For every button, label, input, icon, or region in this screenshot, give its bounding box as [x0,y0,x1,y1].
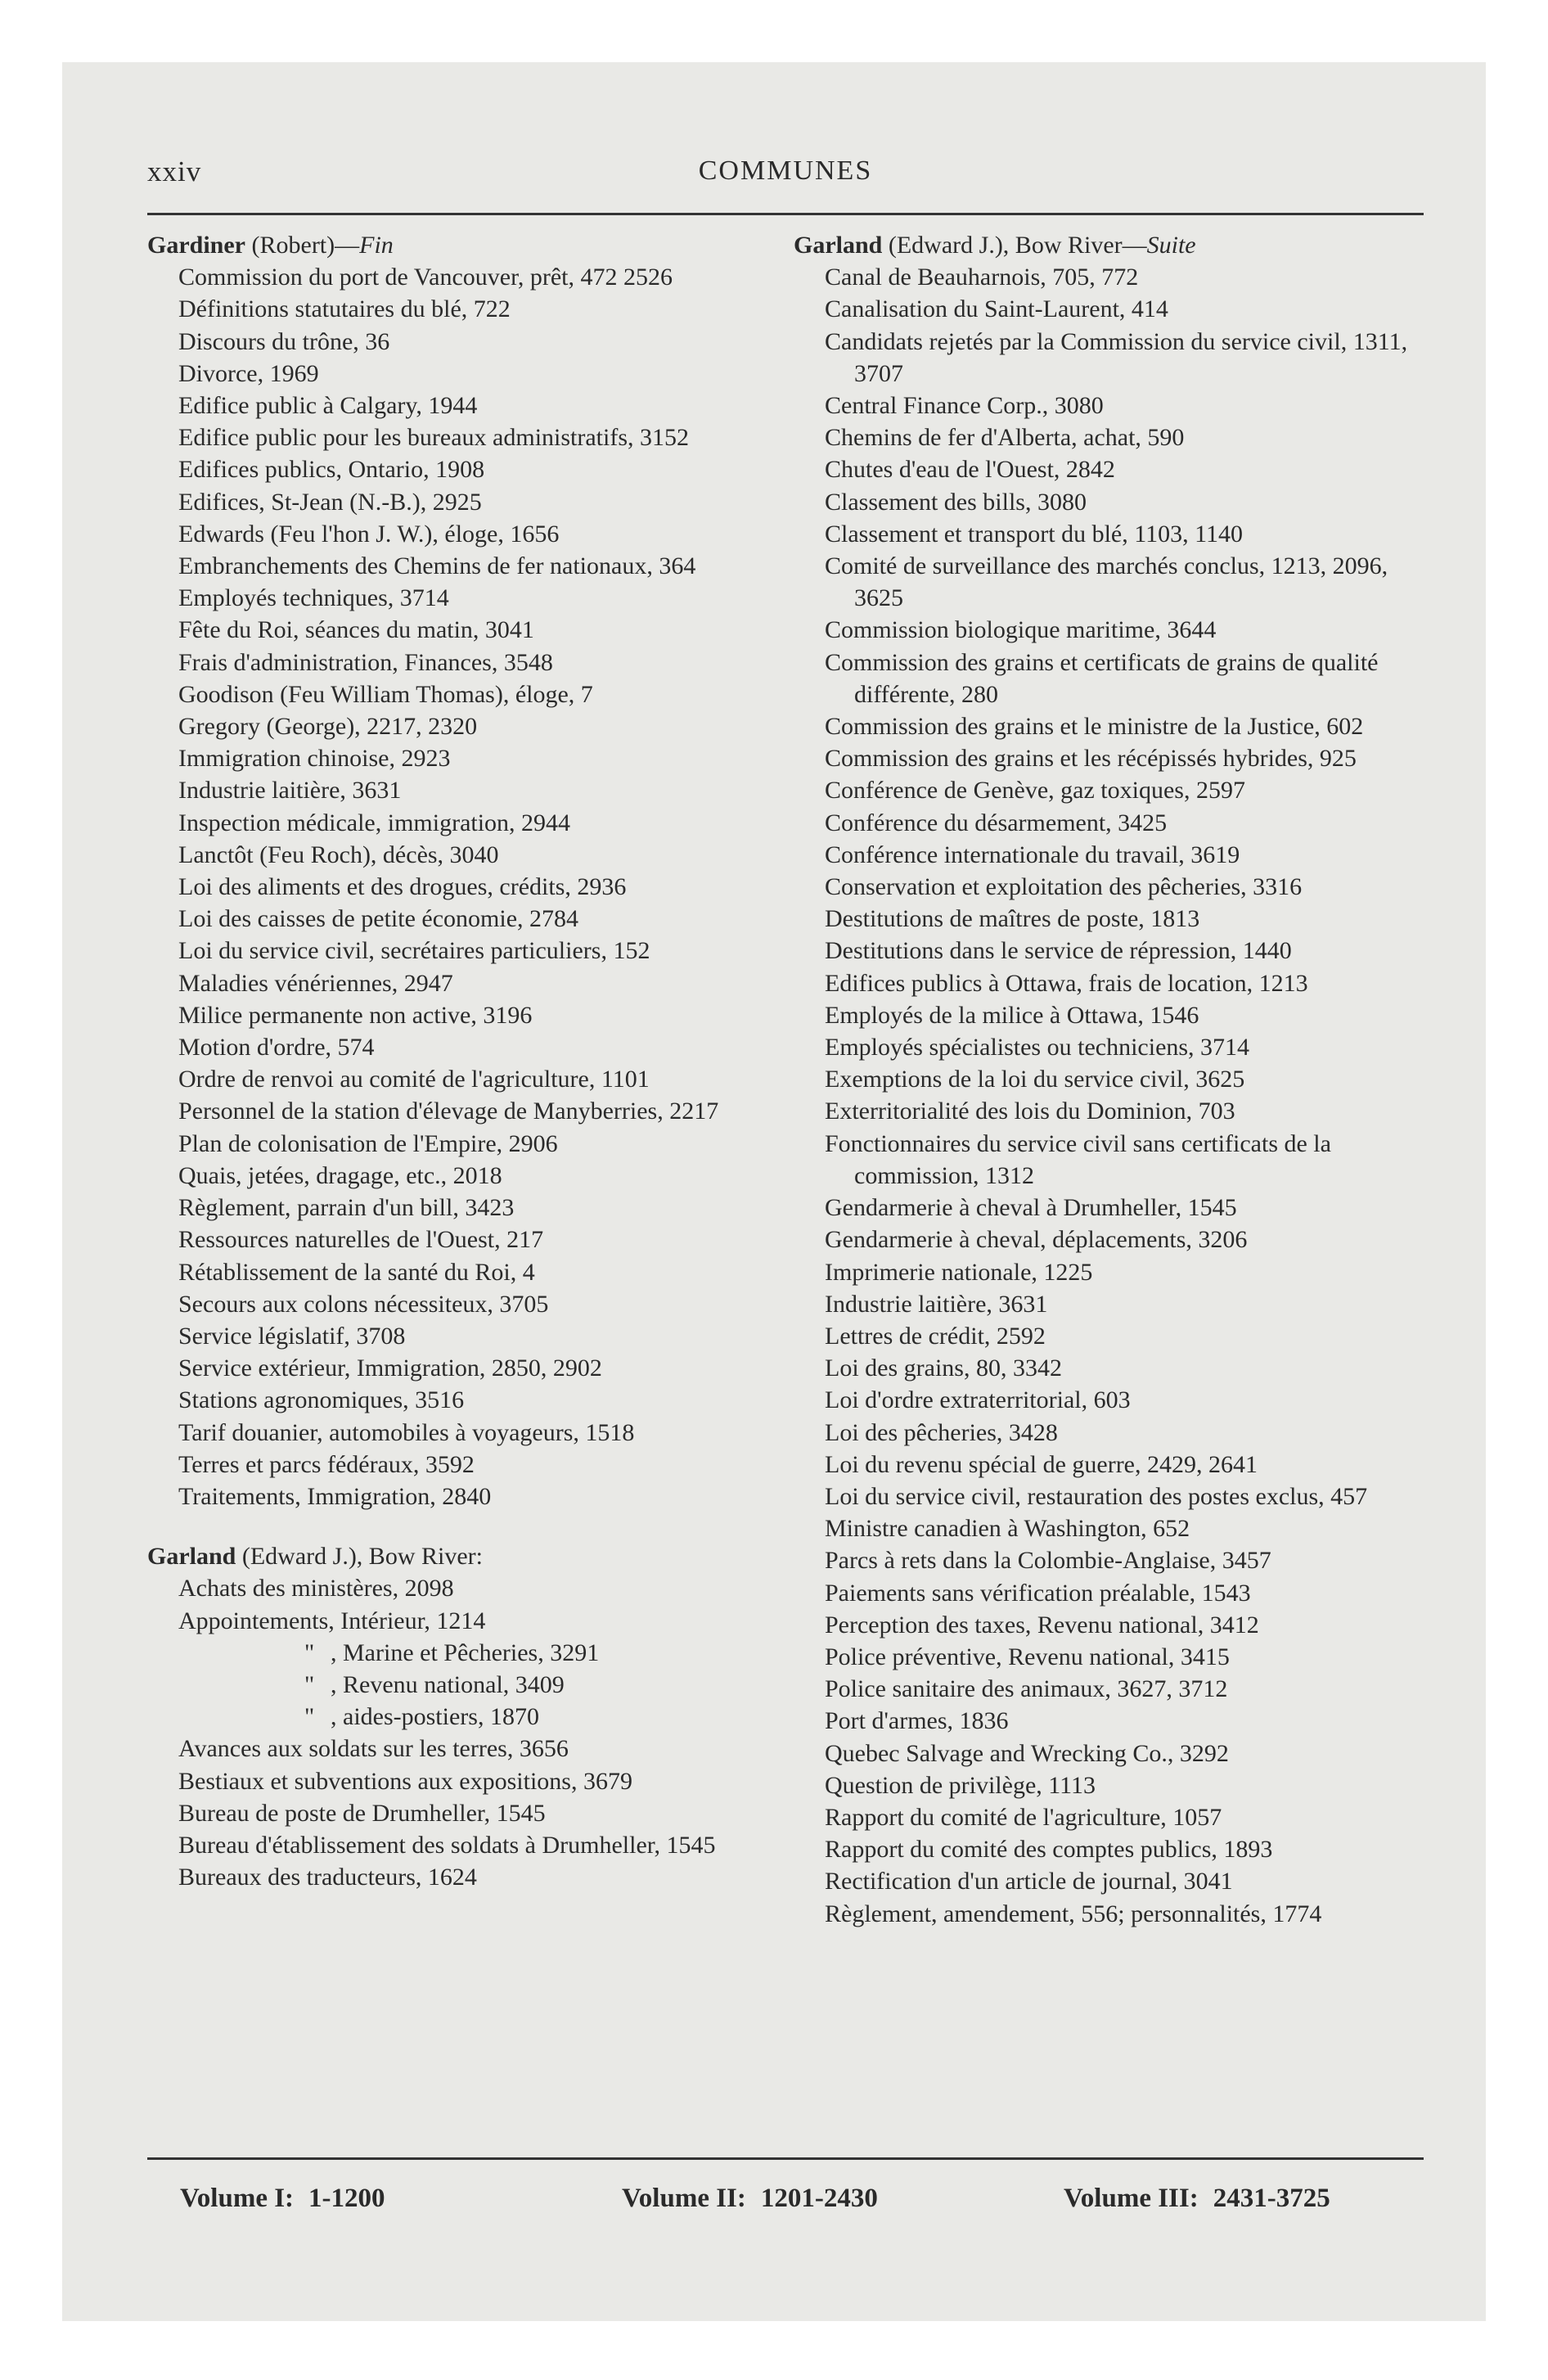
index-sub-entry [147,1637,777,1669]
ditto-mark: " [304,1639,315,1666]
index-entry: Loi des pêcheries, 3428 [825,1418,1058,1446]
volume-pages: 1201-2430 [760,2184,878,2213]
heading-rest: (Robert)— [245,232,360,259]
index-entry: Candidats rejetés par la Commission du service civil, 1311, 3707 [825,327,1408,387]
index-entry: Employés spécialistes ou techniciens, 3714 [825,1034,1250,1062]
index-entry: Canalisation du Saint-Laurent, 414 [825,295,1168,323]
index-entry: Loi du service civil, secrétaires particuliers, 152 [178,937,650,965]
index-entry: Rapport du comité de l'agriculture, 1057 [825,1803,1222,1831]
index-entry: Chutes d'eau de l'Ouest, 2842 [825,456,1115,484]
index-entry: Conférence du désarmement, 3425 [825,809,1168,836]
index-entry: Paiements sans vérification préalable, 1543 [825,1579,1251,1607]
index-entry: Service législatif, 3708 [178,1322,406,1350]
index-entry: Police sanitaire des animaux, 3627, 3712 [825,1675,1228,1703]
page-folio: xxiv [147,156,202,187]
index-entry: Bureau d'établissement des soldats à Drumheller, 1545 [178,1831,716,1859]
index-entry: Règlement, parrain d'un bill, 3423 [178,1194,515,1222]
volume-range [1064,2184,1330,2214]
index-entry: Employés techniques, 3714 [178,584,449,612]
volume-range [180,2184,385,2214]
index-entry: Stations agronomiques, 3516 [178,1386,465,1414]
index-entry: Fonctionnaires du service civil sans certificats de la commission, 1312 [825,1129,1331,1189]
index-entry: Destitutions de maîtres de poste, 1813 [825,905,1200,933]
index-entry-list [147,1572,777,1893]
heading-rest: (Edward J.), Bow River: [236,1543,483,1571]
index-entry: Inspection médicale, immigration, 2944 [178,809,571,836]
running-title: COMMUNES [698,156,873,186]
index-entry: Canal de Beauharnois, 705, 772 [825,264,1139,291]
index-entry: Gendarmerie à cheval, déplacements, 3206 [825,1226,1248,1254]
right-column [794,229,1424,1930]
index-entry: Secours aux colons nécessiteux, 3705 [178,1290,549,1318]
index-sub-entry [147,1669,777,1701]
index-entry: Classement des bills, 3080 [825,488,1087,516]
index-entry: Fête du Roi, séances du matin, 3041 [178,616,534,644]
index-entry: Maladies vénériennes, 2947 [178,969,453,997]
index-entry: Destitutions dans le service de répression, 1440 [825,937,1292,965]
index-entry: Conservation et exploitation des pêcheries, 3316 [825,873,1303,901]
heading-name: Garland [794,232,883,259]
index-entry: Divorce, 1969 [178,359,319,387]
sub-entry-text: , Revenu national, 3409 [331,1670,565,1698]
index-entry: Ressources naturelles de l'Ouest, 217 [178,1226,544,1254]
index-entry: Appointements, Intérieur, 1214 [178,1607,486,1634]
index-heading [794,229,1424,261]
volume-label: Volume I: [180,2184,295,2213]
footer-rule [147,2157,1424,2160]
index-heading [147,1540,777,1572]
index-entry: Industrie laitière, 3631 [178,777,402,805]
index-entry: Traitements, Immigration, 2840 [178,1482,492,1510]
index-entry: Quebec Salvage and Wrecking Co., 3292 [825,1739,1229,1767]
index-entry: Exemptions de la loi du service civil, 3625 [825,1066,1245,1093]
index-entry: Classement et transport du blé, 1103, 1140 [825,520,1244,548]
index-entry: Service extérieur, Immigration, 2850, 2902 [178,1355,602,1382]
heading-rest: (Edward J.), Bow River— [882,232,1147,259]
index-entry: Commission des grains et certificats de grains de qualité différente, 280 [825,648,1379,708]
index-entry: Bureaux des traducteurs, 1624 [178,1864,477,1891]
index-entry: Définitions statutaires du blé, 722 [178,295,511,323]
index-entry: Rapport du comité des comptes publics, 1893 [825,1836,1273,1864]
index-entry: Employés de la milice à Ottawa, 1546 [825,1001,1199,1029]
index-entry: Lanctôt (Feu Roch), décès, 3040 [178,841,499,868]
left-column [147,229,777,1893]
index-entry: Bestiaux et subventions aux expositions, 3679 [178,1767,632,1795]
index-entry: Motion d'ordre, 574 [178,1034,375,1062]
index-entry: Discours du trône, 36 [178,327,390,355]
index-entry: Terres et parcs fédéraux, 3592 [178,1450,475,1478]
index-entry: Tarif douanier, automobiles à voyageurs, 1518 [178,1418,635,1446]
index-entry: Imprimerie nationale, 1225 [825,1258,1093,1286]
index-entry: Central Finance Corp., 3080 [825,392,1104,420]
index-entry: Gendarmerie à cheval à Drumheller, 1545 [825,1194,1237,1222]
heading-name: Garland [147,1543,236,1571]
sub-entry-text: , aides-postiers, 1870 [331,1703,539,1731]
index-entry: Règlement, amendement, 556; personnalités, 1774 [825,1900,1322,1927]
index-entry: Parcs à rets dans la Colombie-Anglaise, 3457 [825,1547,1271,1575]
index-entry-list [794,261,1424,1930]
index-entry: Loi des grains, 80, 3342 [825,1355,1062,1382]
volume-range [622,2184,878,2214]
heading-name: Gardiner [147,232,245,259]
index-entry: Edifices publics, Ontario, 1908 [178,456,485,484]
volume-footer [147,2184,1424,2224]
index-heading [147,229,777,261]
index-entry: Industrie laitière, 3631 [825,1290,1048,1318]
index-entry: Plan de colonisation de l'Empire, 2906 [178,1129,558,1157]
index-sub-entry [147,1701,777,1733]
index-entry: Edifice public à Calgary, 1944 [178,392,478,420]
index-entry: Edifices, St-Jean (N.-B.), 2925 [178,488,482,516]
sub-entry-text: , Marine et Pêcheries, 3291 [331,1639,600,1666]
index-entry: Embranchements des Chemins de fer nationaux, 364 [178,552,696,580]
volume-pages: 1-1200 [308,2184,385,2213]
index-entry: Police préventive, Revenu national, 3415 [825,1643,1230,1670]
index-entry: Loi des aliments et des drogues, crédits, 2936 [178,873,627,901]
index-entry: Milice permanente non active, 3196 [178,1001,533,1029]
index-entry: Achats des ministères, 2098 [178,1575,454,1602]
index-entry: Loi d'ordre extraterritorial, 603 [825,1386,1131,1414]
index-entry: Conférence internationale du travail, 3619 [825,841,1240,868]
index-entry: Ministre canadien à Washington, 652 [825,1515,1190,1543]
index-entry: Commission biologique maritime, 3644 [825,616,1217,644]
index-entry: Ordre de renvoi au comité de l'agriculture, 1101 [178,1066,650,1093]
index-entry: Lettres de crédit, 2592 [825,1322,1046,1350]
ditto-mark: " [304,1670,315,1698]
index-entry: Comité de surveillance des marchés conclus, 1213, 2096, 3625 [825,552,1388,612]
index-entry: Exterritorialité des lois du Dominion, 703 [825,1098,1235,1125]
index-entry: Immigration chinoise, 2923 [178,745,451,773]
index-entry: Commission des grains et le ministre de la Justice, 602 [825,713,1364,741]
volume-pages: 2431-3725 [1213,2184,1330,2213]
volume-label: Volume III: [1064,2184,1199,2213]
index-entry: Conférence de Genève, gaz toxiques, 2597 [825,777,1245,805]
index-entry: Chemins de fer d'Alberta, achat, 590 [825,424,1185,452]
volume-label: Volume II: [622,2184,746,2213]
index-entry: Perception des taxes, Revenu national, 3412 [825,1611,1259,1639]
index-entry: Loi des caisses de petite économie, 2784 [178,905,579,933]
index-entry: Edifices publics à Ottawa, frais de location, 1213 [825,969,1308,997]
index-entry: Rectification d'un article de journal, 3041 [825,1868,1233,1895]
index-entry: Bureau de poste de Drumheller, 1545 [178,1799,546,1827]
index-entry: Commission des grains et les récépissés hybrides, 925 [825,745,1357,773]
index-entry-list [147,261,777,1512]
index-entry: Port d'armes, 1836 [825,1707,1009,1735]
index-entry: Frais d'administration, Finances, 3548 [178,648,553,676]
index-entry: Edifice public pour les bureaux administratifs, 3152 [178,424,690,452]
index-entry: Edwards (Feu l'hon J. W.), éloge, 1656 [178,520,560,548]
index-entry: Question de privilège, 1113 [825,1771,1096,1799]
index-entry: Gregory (George), 2217, 2320 [178,713,478,741]
index-entry: Quais, jetées, dragage, etc., 2018 [178,1161,502,1189]
index-entry: Rétablissement de la santé du Roi, 4 [178,1258,535,1286]
index-entry: Commission du port de Vancouver, prêt, 472 2526 [178,264,673,291]
header-rule [147,213,1424,215]
heading-suffix: Fin [359,232,394,259]
ditto-mark: " [304,1703,315,1731]
heading-suffix: Suite [1146,232,1196,259]
index-entry: Goodison (Feu William Thomas), éloge, 7 [178,680,593,708]
index-entry: Personnel de la station d'élevage de Manyberries, 2217 [178,1098,719,1125]
page-header [147,156,1424,196]
index-entry: Loi du service civil, restauration des postes exclus, 457 [825,1482,1368,1510]
index-entry: Loi du revenu spécial de guerre, 2429, 2641 [825,1450,1258,1478]
index-entry: Avances aux soldats sur les terres, 3656 [178,1735,569,1763]
